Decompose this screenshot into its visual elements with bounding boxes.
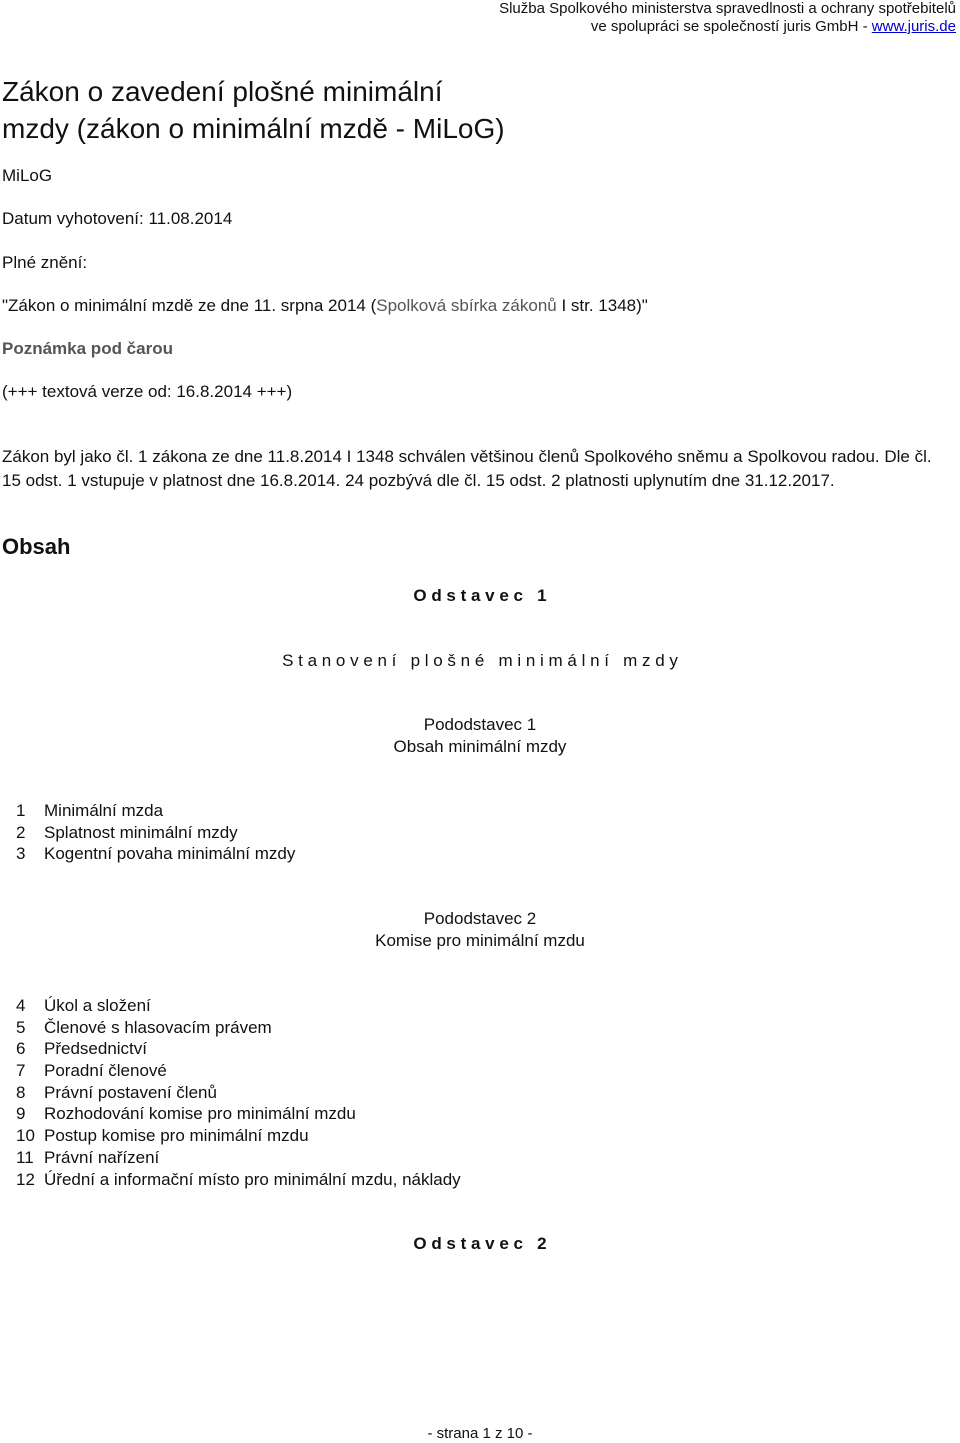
toc-entry-title: Splatnost minimální mzdy (44, 822, 238, 842)
toc-entry-title: Právní postavení členů (44, 1082, 217, 1102)
toc-entry-title: Rozhodování komise pro minimální mzdu (44, 1104, 356, 1124)
toc-entry-number: 12 (16, 1169, 35, 1189)
toc-entry[interactable] (2, 1169, 461, 1191)
toc-entry-number: 6 (16, 1039, 26, 1059)
subpart-1-label: Pododstavec 1 (423, 715, 537, 734)
toc-entry[interactable] (2, 1082, 461, 1104)
toc-entry[interactable] (2, 800, 295, 822)
toc-entry-number: 5 (16, 1017, 26, 1037)
toc-entry-title: Minimální mzda (44, 801, 164, 820)
full-text-label: Plné znění: (2, 253, 88, 272)
header-partner-text: ve spolupráci se společností juris GmbH - (590, 18, 872, 35)
citation-start: "Zákon o minimální mzdě ze dne 11. srpna 2014 ( (2, 296, 377, 315)
subpart-1-list (2, 800, 295, 865)
subpart-2-list (2, 995, 461, 1190)
toc-entry-title: Předsednictví (44, 1039, 147, 1059)
page-number: - strana 1 z 10 - (427, 1425, 533, 1442)
toc-entry[interactable] (2, 1147, 461, 1169)
toc-entry-number: 11 (16, 1147, 34, 1167)
toc-entry[interactable] (2, 843, 295, 865)
abbreviation: MiLoG (2, 166, 53, 185)
toc-entry-number: 8 (16, 1082, 26, 1102)
toc-entry-title: Právní nařízení (44, 1147, 160, 1167)
full-text-citation (2, 295, 648, 317)
part-1-label: O d s t a v e c 1 (413, 586, 547, 605)
header-service-line: Služba Spolkového ministerstva spravedlnosti a ochrany spotřebitelů (499, 0, 956, 17)
part-2-label: O d s t a v e c 2 (413, 1234, 547, 1253)
header-partner-line (591, 18, 956, 36)
toc-entry-title: Postup komise pro minimální mzdu (44, 1126, 309, 1146)
toc-heading: Obsah (2, 534, 71, 559)
toc-entry[interactable] (2, 1125, 461, 1147)
toc-entry-title: Kogentní povaha minimální mzdy (44, 844, 296, 864)
footnote-heading: Poznámka pod čarou (2, 339, 173, 358)
toc-entry-number: 10 (16, 1126, 35, 1146)
toc-entry[interactable] (2, 995, 461, 1017)
subpart-1-title: Obsah minimální mzdy (393, 737, 567, 756)
creation-date: Datum vyhotovení: 11.08.2014 (2, 209, 233, 228)
citation-end: I str. 1348)" (556, 296, 648, 315)
toc-entry[interactable] (2, 1017, 461, 1039)
toc-entry[interactable] (2, 822, 295, 844)
document-title-line-1: Zákon o zavedení plošné minimální (2, 76, 443, 107)
toc-entry[interactable] (2, 1103, 461, 1125)
juris-link[interactable]: www.juris.de (871, 18, 956, 35)
subpart-2-label: Pododstavec 2 (423, 909, 537, 928)
citation-gazette: Spolková sbírka zákonů (376, 296, 557, 315)
toc-entry-number: 2 (16, 822, 26, 842)
toc-entry-title: Poradní členové (44, 1061, 167, 1081)
toc-entry-number: 4 (16, 996, 26, 1015)
toc-entry-number: 9 (16, 1104, 26, 1124)
enactment-note: Zákon byl jako čl. 1 zákona ze dne 11.8.2014 I 1348 schválen většinou členů Spolkového sněmu a Spolkovou radou. Dle čl. 15 odst. 1 vstupuje v platnost dne 16.8.2014. 24 pozbývá dle čl. 15 odst. 2 platnosti uplynutím dne 31.12.2017. (2, 447, 932, 490)
subpart-2-title: Komise pro minimální mzdu (375, 931, 585, 950)
toc-entry-number: 1 (16, 801, 26, 820)
toc-entry-title: Úřední a informační místo pro minimální mzdu, náklady (44, 1169, 461, 1189)
document-title-line-2: mzdy (zákon o minimální mzdě - MiLoG) (2, 113, 505, 144)
text-version-note: (+++ textová verze od: 16.8.2014 +++) (2, 382, 293, 401)
toc-entry[interactable] (2, 1038, 461, 1060)
toc-entry-title: Úkol a složení (44, 996, 151, 1015)
part-1-title: S t a n o v e n í p l o š n é m i n i m á l n í m z d y (282, 651, 678, 670)
toc-entry-number: 7 (16, 1061, 26, 1081)
toc-entry[interactable] (2, 1060, 461, 1082)
toc-entry-number: 3 (16, 844, 26, 864)
toc-entry-title: Členové s hlasovacím právem (44, 1017, 272, 1037)
